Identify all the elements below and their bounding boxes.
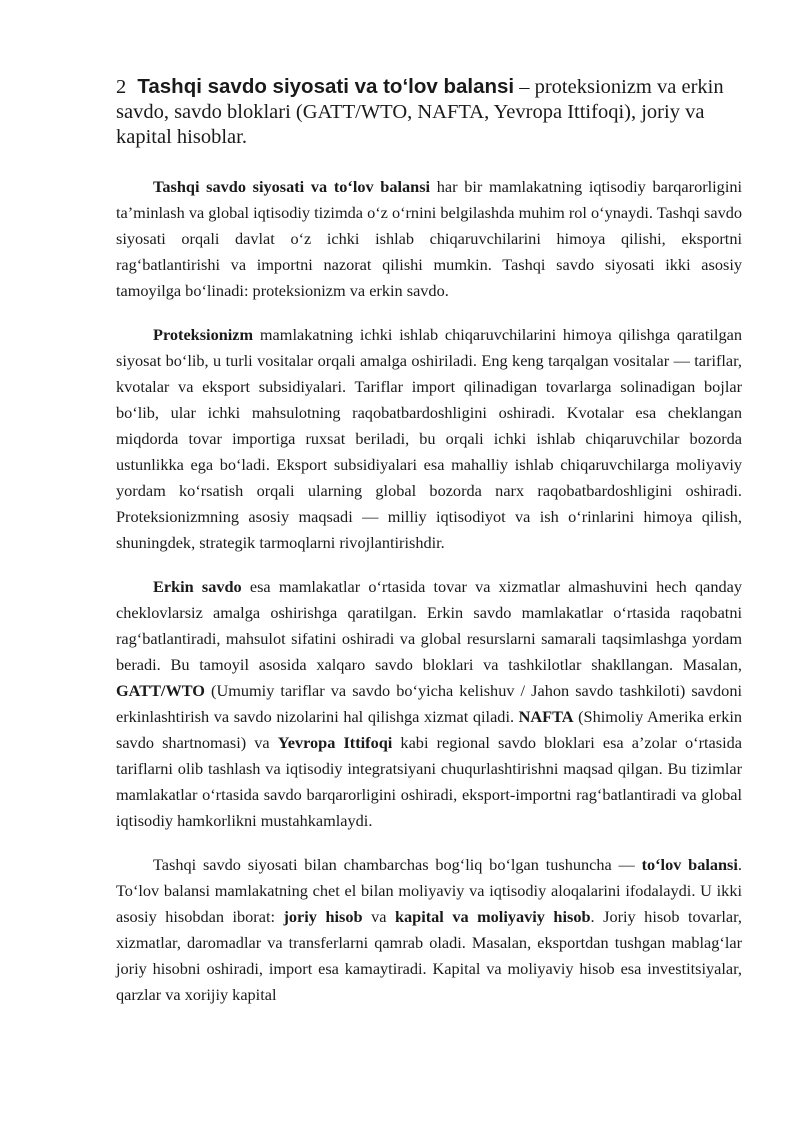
paragraph-text: kabi regional savdo bloklari esa a’zolar o‘rtasida tariflarni olib tashlash va iqtisodiy integratsiyani chuqurlashtirishni maqsad qilgan. Bu tizimlar mamlakatlar o‘rtasida savdo barqarorligini oshiradi, eksport-importni rag‘batlantiradi va global iqtisodiy hamkorlikni mustahkamlaydi. bbox=[116, 733, 742, 830]
term-bold: joriy hisob bbox=[283, 907, 363, 926]
paragraph-text: . Joriy hisob tovarlar, xizmatlar, daromadlar va transferlarni qamrab oladi. Masalan, eksportdan tushgan mablag‘lar joriy hisobni oshiradi, import esa kamaytiradi. Kapital va moliyaviy hisob esa investitsiyalar, qarzlar va xorijiy kapital bbox=[116, 907, 743, 1004]
paragraph-text: . To‘lov balansi mamlakatning chet el bilan moliyaviy va iqtisodiy aloqalarini ifodalaydi. U ikki asosiy hisobdan iborat: bbox=[116, 855, 742, 926]
section-title: Tashqi savdo siyosati va to‘lov balansi bbox=[137, 75, 515, 98]
paragraph-intro bbox=[116, 174, 742, 304]
term-bold: GATT/WTO bbox=[116, 681, 205, 700]
document-page bbox=[116, 74, 742, 1026]
paragraph-protectionism bbox=[116, 322, 742, 556]
term-bold: to‘lov balansi bbox=[641, 855, 738, 874]
paragraph-text: har bir mamlakatning iqtisodiy barqarorligini ta’minlash va global iqtisodiy tizimda o‘z o‘rnini belgilashda muhim rol o‘ynaydi. Tashqi savdo siyosati orqali davlat o‘z ichki ishlab chiqaruvchilarini himoya qilishi, eksportni rag‘batlantirishi va importni nazorat qilishi mumkin. Tashqi savdo siyosati ikki asosiy tamoyilga bo‘linadi: proteksionizm va erkin savdo. bbox=[116, 177, 743, 300]
term-bold: Tashqi savdo siyosati va to‘lov balansi bbox=[153, 177, 431, 196]
paragraph-text: Tashqi savdo siyosati bilan chambarchas bog‘liq bo‘lgan tushuncha — bbox=[153, 855, 642, 874]
paragraph-text: (Umumiy tariflar va savdo bo‘yicha kelishuv / Jahon savdo tashkiloti) savdoni erkinlashtirish va savdo nizolarini hal qilishga xizmat qiladi. bbox=[116, 681, 742, 726]
term-bold: Proteksionizm bbox=[153, 325, 254, 344]
paragraph-text: (Shimoliy Amerika erkin savdo shartnomasi) va bbox=[116, 707, 743, 752]
term-bold: NAFTA bbox=[518, 707, 574, 726]
paragraph-free-trade bbox=[116, 574, 742, 834]
section-subtitle: – proteksionizm va erkin savdo, savdo bloklari (GATT/WTO, NAFTA, Yevropa Ittifoqi), joriy va kapital hisoblar. bbox=[116, 76, 724, 148]
paragraph-text: esa mamlakatlar o‘rtasida tovar va xizmatlar almashuvini hech qanday cheklovlarsiz amalga oshirishga qaratilgan. Erkin savdo mamlakatlar o‘rtasida raqobatni rag‘batlantiradi, mahsulot sifatini oshiradi va global resurslarni samarali taqsimlashga yordam beradi. Bu tamoyil asosida xalqaro savdo bloklari va tashkilotlar shakllangan. Masalan, bbox=[116, 577, 742, 674]
paragraph-text: mamlakatning ichki ishlab chiqaruvchilarini himoya qilishga qaratilgan siyosat bo‘lib, u turli vositalar orqali amalga oshiriladi. Eng keng tarqalgan vositalar — tariflar, kvotalar va eksport subsidiyalari. Tariflar import qilinadigan tovarlarga solinadigan bojlar bo‘lib, ular ichki mahsulotning raqobatbardoshligini oshiradi. Kvotalar esa cheklangan miqdorda tovar importiga ruxsat beriladi, bu orqali ichki ishlab chiqaruvchilar bozorda ustunlikka ega bo‘ladi. Eksport subsidiyalari esa mahalliy ishlab chiqaruvchilarga moliyaviy yordam ko‘rsatish orqali ularning global bozorda narx raqobatbardoshligini oshiradi. Proteksionizmning asosiy maqsadi — milliy iqtisodiyot va ish o‘rinlarini himoya qilish, shuningdek, strategik tarmoqlarni rivojlantirishdir. bbox=[116, 325, 742, 552]
term-bold: Erkin savdo bbox=[153, 577, 242, 596]
section-heading bbox=[116, 74, 742, 150]
section-number: 2 bbox=[116, 76, 127, 98]
term-bold: Yevropa Ittifoqi bbox=[277, 733, 393, 752]
term-bold: kapital va moliyaviy hisob bbox=[394, 907, 591, 926]
paragraph-text: va bbox=[362, 907, 395, 926]
paragraph-balance-of-payments bbox=[116, 852, 742, 1008]
